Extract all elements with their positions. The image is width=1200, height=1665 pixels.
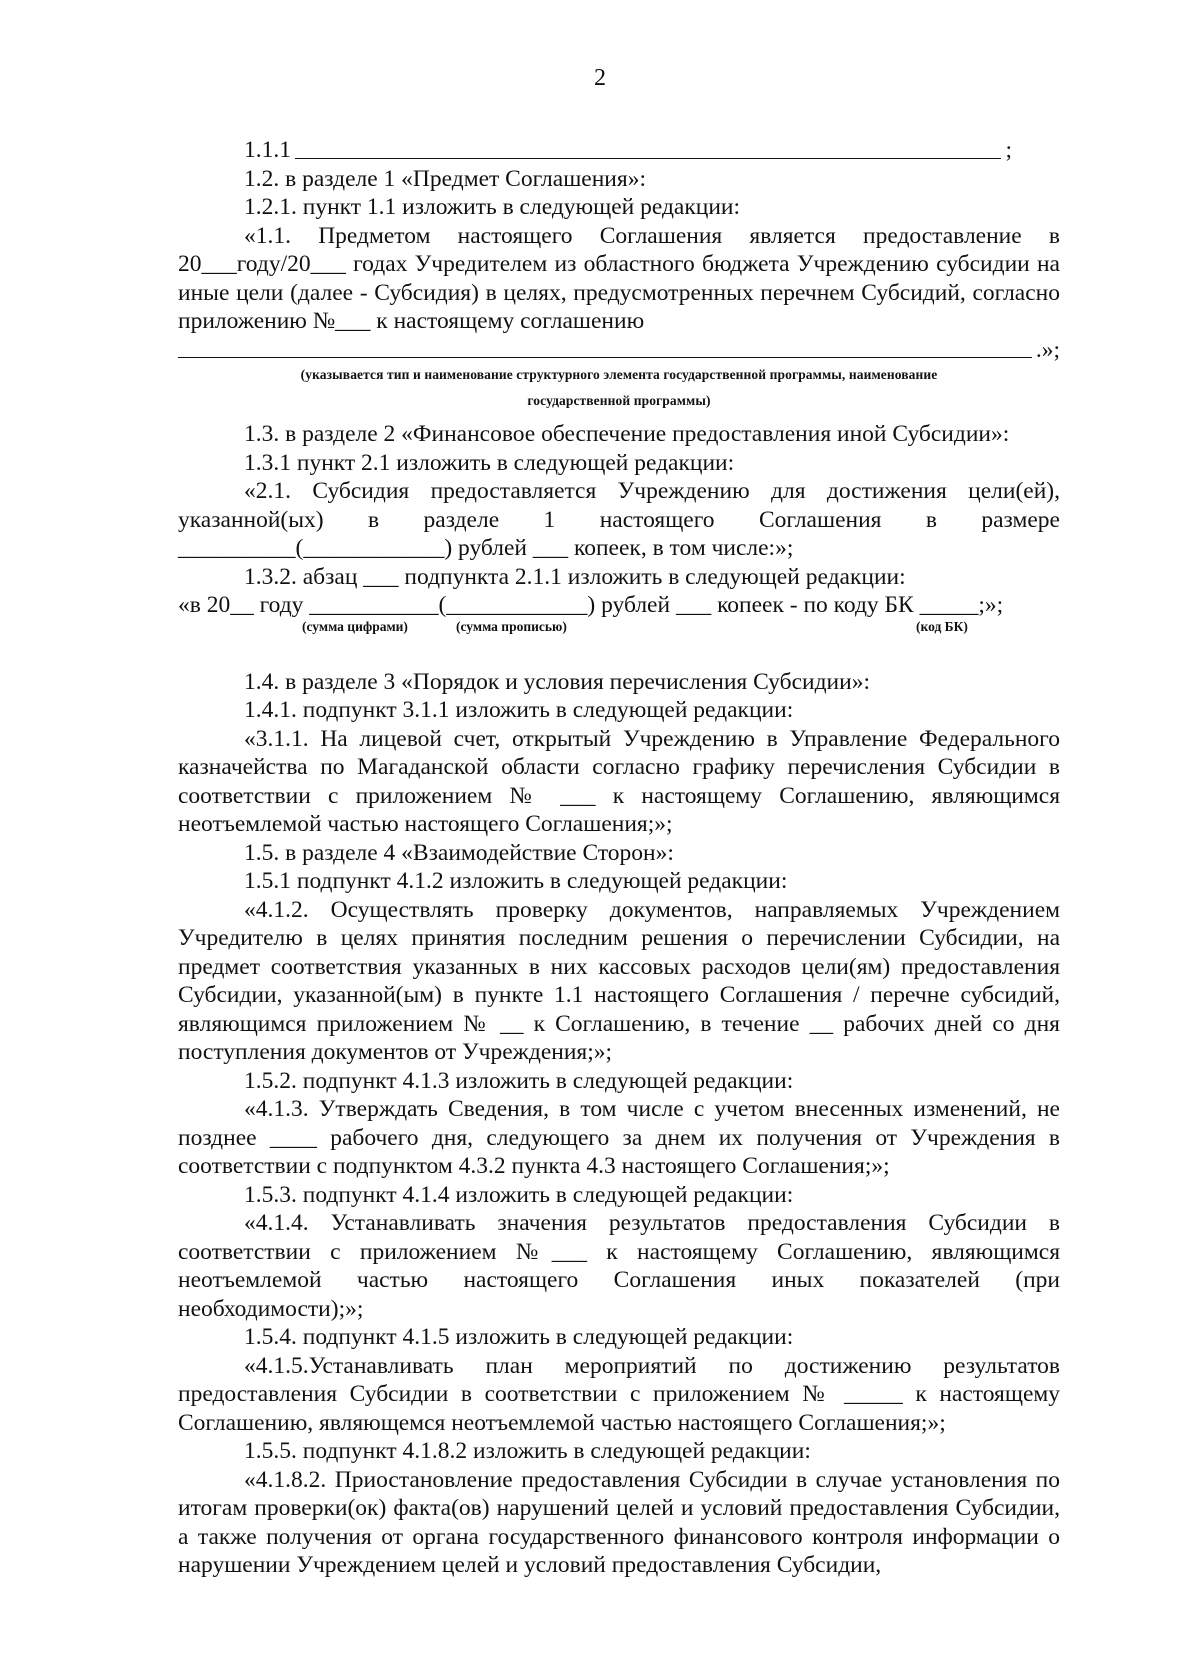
- item-1-5-4: 1.5.4. подпункт 4.1.5 изложить в следующей редакции:: [244, 1324, 794, 1350]
- item-1-5-1: 1.5.1 подпункт 4.1.2 изложить в следующей редакции:: [244, 868, 788, 894]
- page-number: 2: [594, 65, 606, 91]
- quote-4-1-4: «4.1.4. Устанавливать значения результатов предоставления Субсидии в соответствии с приложением №___ к настоящему Соглашению, являющимся неотъемлемой частью настоящего Соглашения иных показателей (при необходимости);»;: [178, 1210, 1060, 1322]
- quote-4-1-3: «4.1.3. Утверждать Сведения, в том числе с учетом внесенных изменений, не позднее ____ рабочего дня, следующего за днем их получения от Учреждения в соответствии с подпунктом 4.3.2 пункта 4.3 настоящего Соглашения;»;: [178, 1096, 1060, 1179]
- item-1-4-1: 1.4.1. подпункт 3.1.1 изложить в следующей редакции:: [244, 697, 794, 723]
- quote-2-1-amount: __________(____________) рублей ___ копеек, в том числе:»;: [178, 535, 794, 561]
- quote-1-1-end: .»;: [1035, 336, 1060, 363]
- item-1-3-1: 1.3.1 пункт 2.1 изложить в следующей редакции:: [244, 449, 735, 476]
- amount-labels: [178, 620, 1060, 638]
- item-1-3-2: 1.3.2. абзац ___ подпункта 2.1.1 изложить в следующей редакции:: [244, 563, 906, 590]
- year-amount-line: «в 20__ году ___________(____________) рублей ___ копеек - по коду БК _____;»;: [178, 592, 1004, 618]
- document-body: [178, 136, 1060, 1580]
- item-1-5: 1.5. в разделе 4 «Взаимодействие Сторон»:: [244, 839, 674, 866]
- quote-4-1-2: «4.1.2. Осуществлять проверку документов, направляемых Учреждением Учредителю в целях принятия последним решения о перечислении Субсидии, на предмет соответствия указанных в них кассовых расходов цели(ям) предоставления Субсидии, указанной(ым) в пункте 1.1 настоящего Соглашения / перечне субсидий, являющимся приложением № __ к Соглашению, в течение __ рабочих дней со дня поступления документов от Учреждения;»;: [178, 896, 1060, 1065]
- blank-field: [295, 157, 1001, 159]
- label-sum-words: (сумма прописью): [456, 618, 567, 634]
- quote-4-1-8-2: «4.1.8.2. Приостановление предоставления Субсидии в случае установления по итогам проверки(ок) факта(ов) нарушений целей и условий предоставления Субсидии, а также получения от органа государственного финансового контроля информации о нарушении Учреждением целей и условий предоставления Субсидии,: [178, 1466, 1060, 1578]
- item-1-2-1: 1.2.1. пункт 1.1 изложить в следующей редакции:: [244, 194, 741, 220]
- label-code-bk: (код БК): [916, 618, 968, 634]
- quote-1-1: «1.1. Предметом настоящего Соглашения является предоставление в 20___году/20___ годах Учредителем из областного бюджета Учреждению субсидии на иные цели (далее - Субсидия) в целях, предусмотренных перечнем Субсидий, согласно приложению №___ к настоящему соглашению: [178, 222, 1060, 334]
- label-sum-digits: (сумма цифрами): [302, 618, 408, 634]
- blank-field: [178, 356, 1032, 358]
- item-1-4: 1.4. в разделе 3 «Порядок и условия перечисления Субсидии»:: [244, 668, 870, 695]
- item-1-1-1-end: ;: [1005, 137, 1012, 163]
- program-note-line-1: (указывается тип и наименование структурного элемента государственной программы, наименование: [300, 367, 938, 382]
- quote-4-1-5: «4.1.5.Устанавливать план мероприятий по достижению результатов предоставления Субсидии в соответствии с приложением № _____ к настоящему Соглашению, являющемся неотъемлемой частью настоящего Соглашения;»;: [178, 1352, 1060, 1436]
- program-note-line-2: государственной программы): [527, 393, 711, 408]
- quote-1-1-blank-line: [178, 336, 1060, 365]
- quote-2-1: «2.1. Субсидия предоставляется Учреждению для достижения цели(ей), указанной(ых) в разделе 1 настоящего Соглашения в размере: [178, 478, 1060, 533]
- quote-3-1-1: «3.1.1. На лицевой счет, открытый Учреждению в Управление Федерального казначейства по Магаданской области согласно графику перечисления Субсидии в соответствии с приложением № ___ к настоящему Соглашению, являющимся неотъемлемой частью настоящего Соглашения;»;: [178, 725, 1060, 837]
- item-1-1-1-label: 1.1.1: [244, 137, 291, 163]
- item-1-5-2: 1.5.2. подпункт 4.1.3 изложить в следующей редакции:: [244, 1067, 794, 1094]
- item-1-3: 1.3. в разделе 2 «Финансовое обеспечение предоставления иной Субсидии»:: [244, 421, 1010, 447]
- item-1-5-3: 1.5.3. подпункт 4.1.4 изложить в следующей редакции:: [244, 1181, 794, 1208]
- item-1-5-5: 1.5.5. подпункт 4.1.8.2 изложить в следующей редакции:: [244, 1438, 811, 1464]
- program-note: [178, 366, 1060, 410]
- item-1-2: 1.2. в разделе 1 «Предмет Соглашения»:: [244, 165, 646, 192]
- item-1-1-1: [178, 136, 1060, 165]
